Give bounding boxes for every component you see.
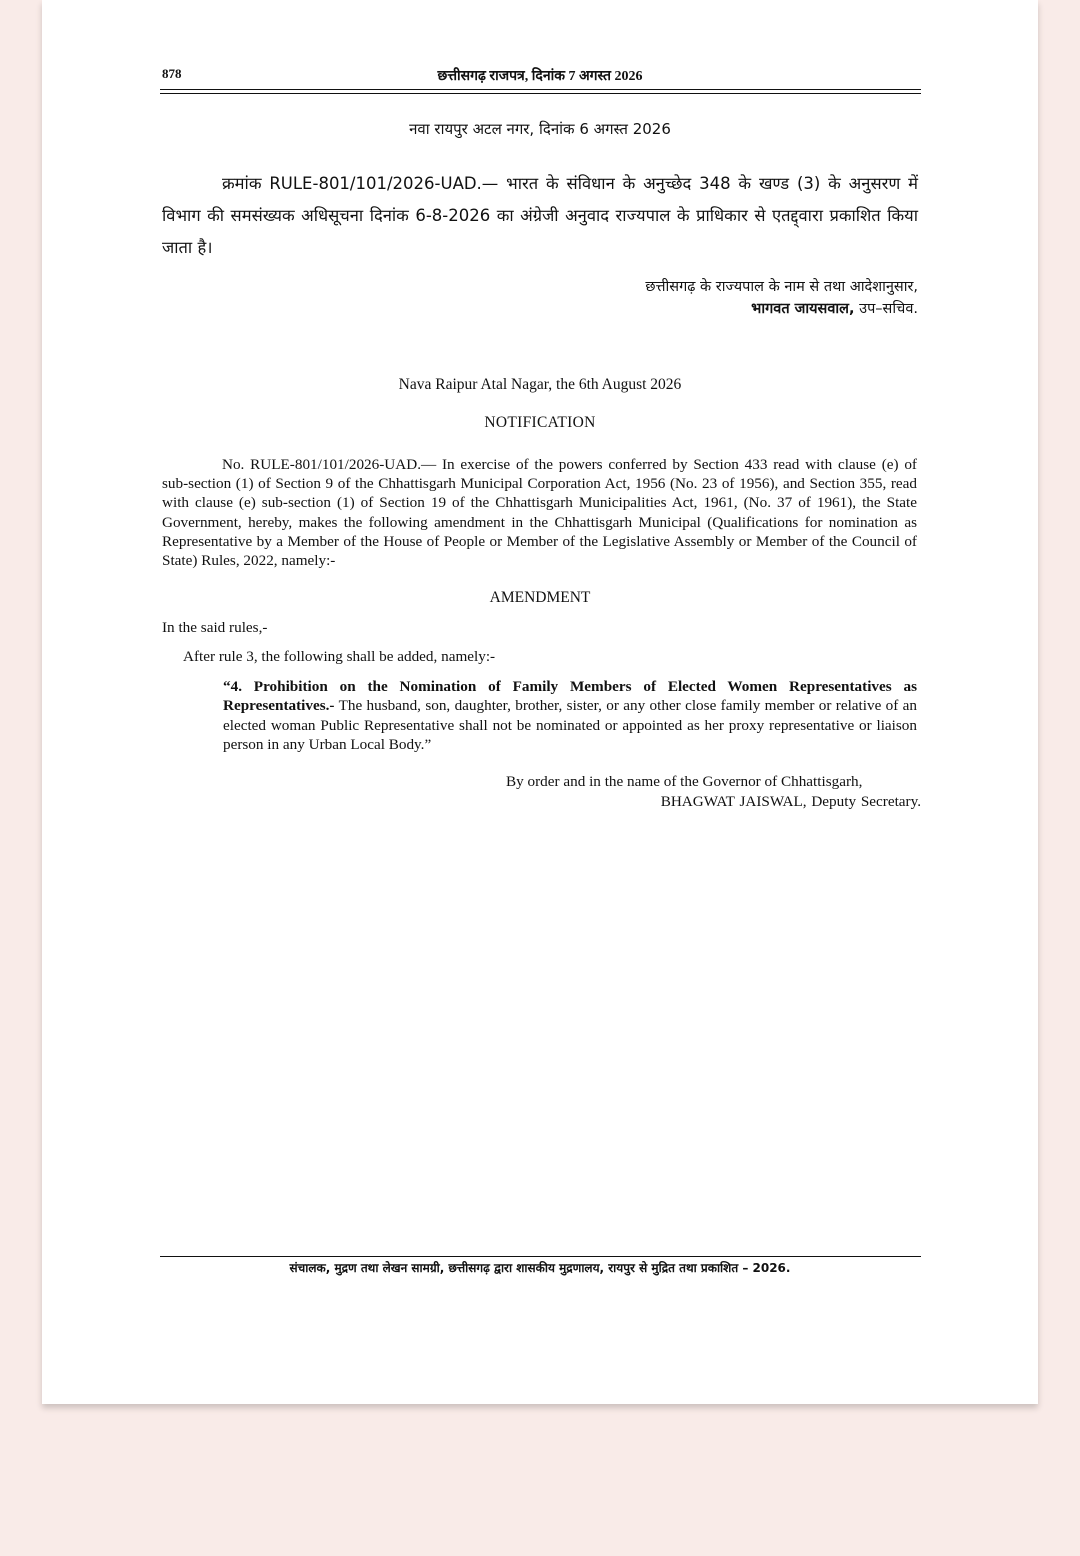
hindi-signature-line: छत्तीसगढ़ के राज्यपाल के नाम से तथा आदेशानुसार, [645, 279, 918, 295]
notification-paragraph [162, 455, 917, 570]
notification-body: No. RULE-801/101/2026-UAD.— In exercise of the powers conferred by Section 433 read with clause (e) of sub-section (1) of Section 9 of the Chhattisgarh Municipal Corporation Act, 1956 (No. 23 of 1956), and Section 355, read with clause (e) sub-section (1) of Section 19 of the Chhattisgarh Municipalities Act, 1961, (No. 37 of 1961), the State Government, hereby, makes the following amendment in the Chhattisgarh Municipal (Qualifications for nomination as Representative by a Member of the House of People or Member of the Legislative Assembly or Member of the Council of State) Rules, 2022, namely:- [162, 456, 917, 570]
english-signatory: BHAGWAT JAISWAL, Deputy Secretary. [660, 793, 921, 810]
hindi-body: भारत के संविधान के अनुच्छेद 348 के खण्ड (3) के अनुसरण में विभाग की समसंख्यक अधिसूचना दिनांक 6-8-2026 का अंग्रेजी अनुवाद राज्यपाल के प्राधिकार से एतद्द्वारा प्रकाशित किया जाता है। [162, 174, 918, 257]
header-rule-top [160, 89, 921, 90]
english-place-date: Nava Raipur Atal Nagar, the 6th August 2026 [398, 376, 682, 393]
hindi-place-date: नवा रायपुर अटल नगर, दिनांक 6 अगस्त 2026 [409, 120, 671, 138]
hindi-paragraph [162, 168, 918, 264]
amendment-heading: AMENDMENT [489, 589, 591, 606]
in-said-rules: In the said rules,- [162, 619, 268, 636]
footer-rule [160, 1256, 921, 1257]
page-number: 878 [162, 66, 182, 81]
inserted-rule [223, 677, 917, 755]
running-header: छत्तीसगढ़ राजपत्र, दिनांक 7 अगस्त 2026 [437, 69, 643, 84]
notification-heading: NOTIFICATION [484, 414, 596, 431]
english-signature-line: By order and in the name of the Governor of Chhattisgarh, [506, 773, 863, 790]
after-rule-line: After rule 3, the following shall be added, namely:- [183, 648, 496, 665]
rule-text: The husband, son, daughter, brother, sister, or any other close family member or relative of an elected woman Public Representative shall not be nominated or appointed as her proxy representative or liaison person in any Urban Local Body.” [223, 697, 917, 754]
footer-imprint: संचालक, मुद्रण तथा लेखन सामग्री, छत्तीसगढ़ द्वारा शासकीय मुद्रणालय, रायपुर से मुद्रित तथा प्रकाशित – 2026. [289, 1261, 791, 1275]
header-rule-bottom [160, 93, 921, 94]
hindi-signatory [751, 298, 918, 318]
hindi-signatory-designation: उप–सचिव. [859, 301, 918, 317]
hindi-number: क्रमांक RULE-801/101/2026-UAD.— [222, 174, 499, 193]
rule-title: “4. Prohibition on the Nomination of Family Members of Elected Women Representatives as Representatives.- [223, 678, 917, 715]
gazette-page [42, 0, 1038, 1404]
hindi-signatory-name: भागवत जायसवाल, [751, 301, 855, 317]
